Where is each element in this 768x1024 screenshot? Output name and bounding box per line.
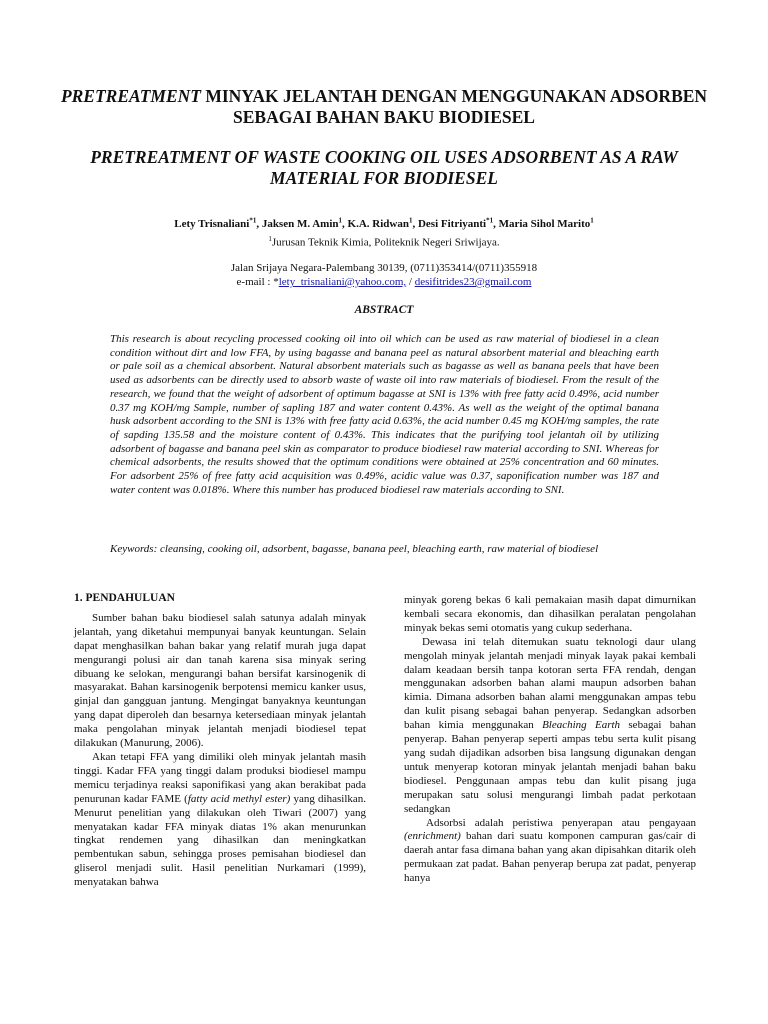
paragraph: Adsorbsi adalah peristiwa penyerapan atau pengayaan (enrichment) bahan dari suatu komponen campuran gas/cair di daerah antar fasa dimana bahan yang akan dipisahkan ditarik oleh permukaan zat padat. Bahan penyerap berupa zat padat, penyerap hanya bbox=[404, 816, 696, 885]
author: Desi Fitriyanti$^{*1}$, bbox=[417, 216, 499, 230]
affiliation: $^1$Jurusan Teknik Kimia, Politeknik Negeri Sriwijaya. bbox=[268, 235, 500, 249]
right-column bbox=[404, 594, 696, 886]
section-heading: 1. PENDAHULUAN bbox=[74, 592, 175, 604]
author-list bbox=[60, 213, 708, 231]
paragraph: Dewasa ini telah ditemukan suatu teknologi daur ulang mengolah minyak jelantah menjadi minyak layak pakai kembali dalam keadaan bersih tanpa kotoran serta FFA rendah, dengan menggunakan adsorben bahan alami maupun adsorben bahan kimia. Dimana adsorben bahan alami menggunakan ampas tebu dan kulit pisang sebagai bahan penyerap. Sedangkan adsorben bahan kimia menggunakan Bleaching Earth sebagai bahan penyerap. Bahan penyerap seperti ampas tebu serta kulit pisang yang sudah dijadikan adsorben bisa langsung digunakan dengan untuk menyerap kotoran minyak jelantah menjadi bahan baku biodiesel. Penggunaan ampas tebu dan kulit pisang juga merupakan satu solusi mengurangi limbah padat perkotaan sedangkan bbox=[404, 635, 696, 815]
title-italic-word: PRETREATMENT bbox=[60, 86, 201, 106]
author: K.A. Ridwan$^1$, bbox=[347, 216, 418, 230]
paragraph: minyak goreng bekas 6 kali pemakaian masih dapat dimurnikan kembali secara ekonomis, dan dihasilkan peralatan pengolahan minyak bekas semi otomatis yang cukup sederhana. bbox=[404, 594, 696, 634]
email-line: e-mail : *lety_trisnaliani@yahoo.com, / desifitrides23@gmail.com bbox=[236, 276, 532, 288]
paragraph: Sumber bahan baku biodiesel salah satunya adalah minyak jelantah, yang diketahui mempunyai banyak keuntungan. Selain dapat menghasilkan bahan bakar yang relatif murah juga dapat mengurangi polusi air dan tanah karena sisa minyak sering dibuang ke selokan, mengurangi bahan bersifat karsinogenik di masyarakat. Bahan karsinogenik berpotensi memicu kanker usus, ginjal dan gangguan jantung. Mengingat banyaknya keuntungan yang dapat diperoleh dan besarnya ketersediaan minyak jelantah maka pengolahan minyak jelantah menjadi biodiesel tepat dilakukan (Manurung, 2006). bbox=[74, 611, 366, 750]
abstract-body: This research is about recycling processed cooking oil into oil which can be used as raw material of biodiesel in a clean condition without dirt and low FFA, by using bagasse and banana peel as natural absorbent material and bleaching earth or pale soil as a chemical absorbent. Natural absorbent materials such as bagasse as well as banana peels that have been used as adsorbents can be directly used to absorb waste of waste oil into raw materials of biodiesel. From the result of the research, we found that the weight of adsorbent of optimum bagasse at SNI is 13% with free fatty acid 0.49%, acid number 0.37 mg KOH/mg Sample, number of sapling 187 and water content 0.43%. As well as the weight of the optimal banana husk adsorbent according to the SNI is 13% with free fatty acid 0.63%, the acid number 0.45 mg KOH/mg samples, the rate of sapding 135.58 and the moisture content of 0.43%. This indicates that the purifying tool jelantah oil by utilizing adsorbent of bagasse and banana peel skin as comparator to produce biodiesel raw material according to SNI. Whereas for chemical adsorbents, the results showed that the optimum conditions were obtained at 25% concentration and 60 minutes. For adsorbent 25% of free fatty acid acquisition was 0.49%, acidic value was 0.37, saponification number was 187 and water content was 0.018%. Where this number has produced biodiesel raw materials according to SNI. bbox=[110, 333, 659, 496]
title-indonesian bbox=[60, 86, 708, 128]
author: Maria Sihol Marito$^1$ bbox=[498, 216, 594, 230]
keywords: Keywords: cleansing, cooking oil, adsorbent, bagasse, banana peel, bleaching earth, raw material of biodiesel bbox=[110, 543, 599, 555]
address: Jalan Srijaya Negara-Palembang 30139, (0711)353414/(0711)355918 bbox=[230, 262, 538, 274]
title-indonesian-rest: MINYAK JELANTAH DENGAN MENGGUNAKAN ADSORBEN SEBAGAI BAHAN BAKU BIODIESEL bbox=[200, 86, 708, 127]
email-link-1[interactable]: lety_trisnaliani@yahoo.com, bbox=[278, 276, 407, 288]
left-column bbox=[74, 592, 366, 890]
title-english: PRETREATMENT OF WASTE COOKING OIL USES ADSORBENT AS A RAW MATERIAL FOR BIODIESEL bbox=[90, 147, 678, 188]
abstract-heading: ABSTRACT bbox=[354, 304, 414, 316]
email-link-2[interactable]: desifitrides23@gmail.com bbox=[414, 276, 532, 288]
author: Lety Trisnaliani$^{*1}$, bbox=[174, 216, 262, 230]
paragraph: Akan tetapi FFA yang dimiliki oleh minyak jelantah masih tinggi. Kadar FFA yang tinggi dalam produksi biodiesel mampu memicu terjadinya reaksi saponifikasi yang akan berakibat pada penurunan kadar FAME (fatty acid methyl ester) yang dihasilkan. Menurut penelitian yang dilakukan oleh Tiwari (2007) yang menyatakan kadar FFA minyak diatas 1% akan menurunkan tingkat rendemen yang dihasilkan dan meningkatkan pembentukan sabun, sehingga proses pemisahan biodiesel dan gliserol menjadi sulit. Hasil penelitian Nurkamari (1999), menyatakan bahwa bbox=[74, 750, 367, 889]
author: Jaksen M. Amin$^1$, bbox=[261, 216, 348, 230]
